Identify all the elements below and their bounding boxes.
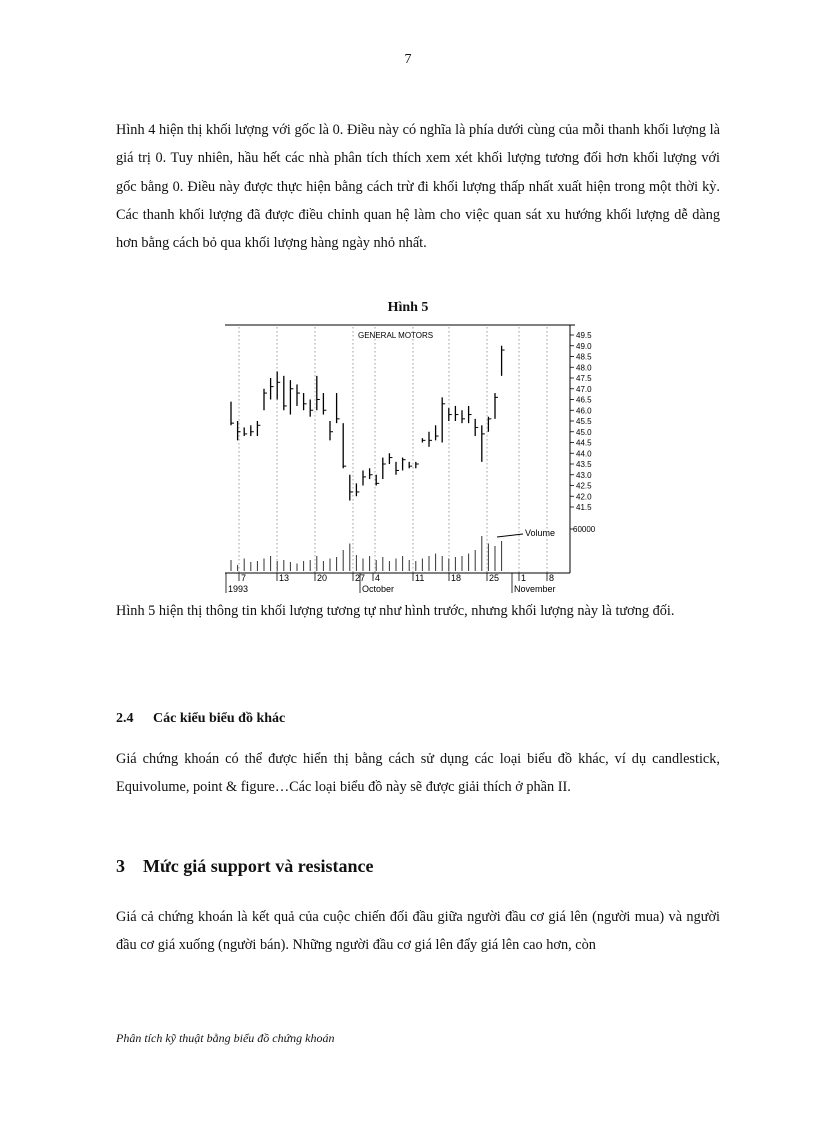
- price-tick-label: 47.0: [576, 384, 592, 394]
- month-label: October: [362, 584, 395, 594]
- paragraph-support-resistance: Giá cả chứng khoán là kết quả của cuộc chiến đối đầu giữa người đầu cơ giá lên (người mua) và người đầu cơ giá xuống (người bán). Những người đầu cơ giá lên đẩy giá lên cao hơn, còn: [116, 909, 720, 954]
- price-tick-label: 45.5: [576, 417, 592, 426]
- price-tick-label: 47.5: [576, 374, 592, 383]
- figure-title: Hình 5: [387, 300, 429, 315]
- price-tick-label: 49.5: [576, 331, 592, 340]
- price-tick-label: 46.0: [576, 406, 592, 416]
- price-tick-label: 48.5: [576, 352, 592, 362]
- page-footer: Phân tích kỹ thuật bằng biểu đồ chứng khoán: [116, 1031, 335, 1045]
- chart-title: GENERAL MOTORS: [358, 331, 434, 340]
- month-label: November: [514, 584, 556, 594]
- paragraph-figure5: Hình 5 hiện thị thông tin khối lượng tương tự như hình trước, nhưng khối lượng này là tương đối.: [116, 603, 675, 619]
- date-tick-label: 11: [415, 573, 425, 583]
- general-motors-chart: [225, 323, 610, 597]
- price-tick-label: 44.0: [576, 449, 592, 459]
- section-2-4-number: 2.4: [116, 711, 134, 726]
- page-number: 7: [404, 52, 412, 67]
- section-3-title: Mức giá support và resistance: [143, 856, 374, 876]
- chart-svg: [225, 323, 610, 597]
- date-tick-label: 25: [489, 573, 500, 583]
- paragraph-other-charts: Giá chứng khoán có thể được hiển thị bằng cách sử dụng các loại biểu đồ khác, ví dụ candlestick, Equivolume, point & figure…Các loại biểu đồ này sẽ được giải thích ở phần II.: [116, 751, 720, 796]
- price-tick-label: 43.5: [576, 460, 592, 469]
- month-label: 1993: [228, 584, 249, 594]
- price-tick-label: 43.0: [576, 470, 592, 480]
- date-tick-label: 18: [451, 573, 462, 583]
- price-tick-label: 46.5: [576, 395, 592, 405]
- date-tick-label: 27: [355, 573, 366, 583]
- date-tick-label: 8: [549, 573, 555, 583]
- price-tick-label: 44.5: [576, 438, 592, 448]
- date-tick-label: 20: [317, 573, 328, 583]
- date-tick-label: 7: [241, 573, 247, 583]
- date-tick-label: 1: [521, 573, 527, 583]
- paragraph-volume-intro: Hình 4 hiện thị khối lượng với gốc là 0. Điều này có nghĩa là phía dưới cùng của mỗi thanh khối lượng là giá trị 0. Tuy nhiên, hầu hết các nhà phân tích thích xem xét khối lượng tương đối hơn khối lượng với gốc bằng 0. Điều này được thực hiện bằng cách trừ đi khối lượng thấp nhất xuất hiện trong một thời kỳ. Các thanh khối lượng đã được điều chỉnh quan hệ làm cho việc quan sát xu hướng khối lượng dễ dàng hơn bằng cách bỏ qua khối lượng hàng ngày nhỏ nhất.: [116, 122, 720, 252]
- price-tick-label: 42.5: [576, 481, 592, 491]
- volume-tick-label: 60000: [573, 525, 596, 534]
- date-tick-label: 13: [279, 573, 290, 583]
- date-tick-label: 4: [375, 573, 381, 583]
- price-tick-label: 42.0: [576, 492, 592, 502]
- price-tick-label: 49.0: [576, 341, 592, 351]
- price-tick-label: 45.0: [576, 427, 592, 437]
- volume-label: Volume: [525, 528, 556, 538]
- price-tick-label: 48.0: [576, 363, 592, 373]
- section-3-heading: [116, 856, 373, 877]
- section-2-4-title: Các kiểu biểu đồ khác: [153, 711, 286, 726]
- section-3-number: 3: [116, 856, 125, 876]
- price-tick-label: 41.5: [576, 503, 592, 512]
- section-2-4-heading: [116, 711, 285, 727]
